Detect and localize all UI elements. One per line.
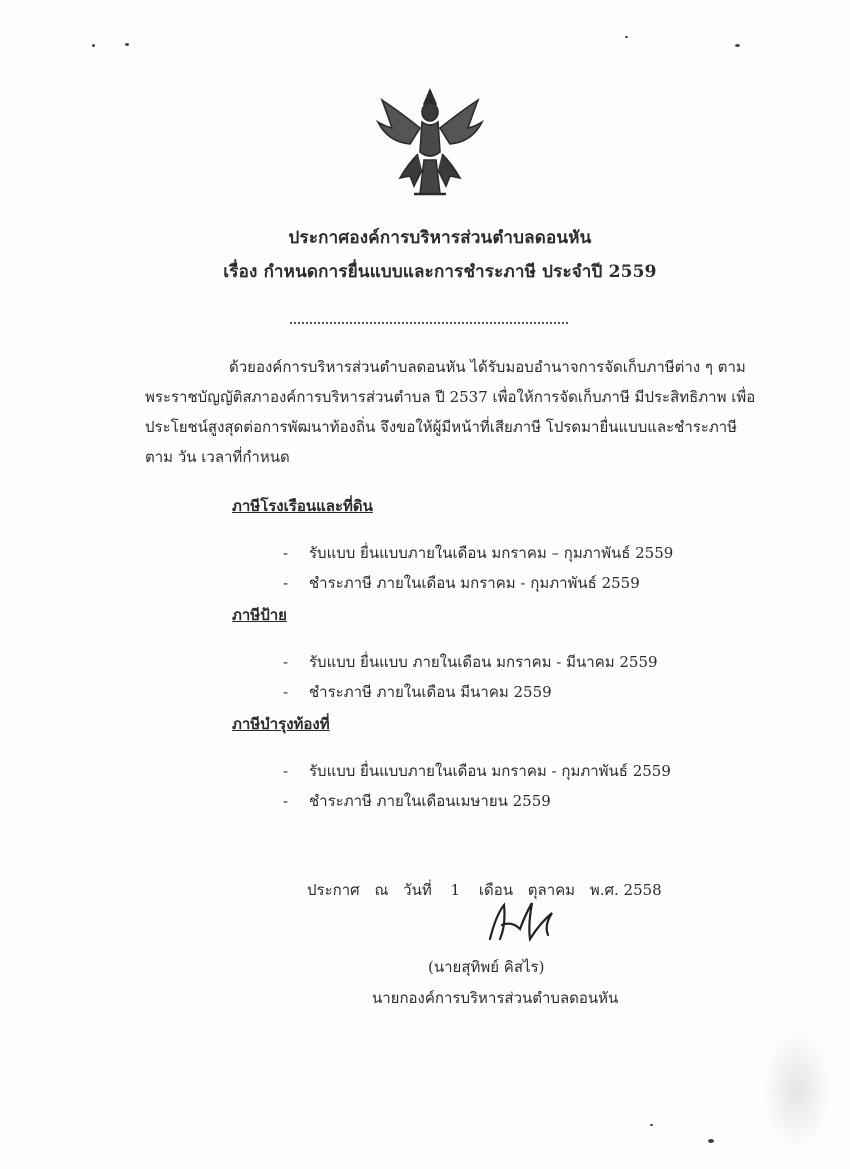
bullet-dash: - <box>283 544 289 562</box>
document-subject: เรื่อง กำหนดการยื่นแบบและการชำระภาษี ประจำปี 2559 <box>223 262 657 282</box>
paragraph-line: ด้วยองค์การบริหารส่วนตำบลดอนหัน ได้รับมอบอำนาจการจัดเก็บภาษีต่าง ๆ ตาม <box>229 358 746 376</box>
list-item: - รับแบบ ยื่นแบบภายในเดือน มกราคม - กุมภาพันธ์ 2559 <box>283 762 671 780</box>
signature-mark <box>482 895 562 945</box>
paragraph-line: ตาม วัน เวลาที่กำหนด <box>145 448 290 466</box>
document-title: ประกาศองค์การบริหารส่วนตำบลดอนหัน <box>288 228 592 248</box>
bullet-dash: - <box>283 792 289 810</box>
body-paragraph <box>145 352 756 472</box>
scan-speck <box>625 36 628 38</box>
scan-speck <box>650 1124 653 1126</box>
scan-speck <box>735 44 740 47</box>
bullet-dash: - <box>283 762 289 780</box>
list-item: - รับแบบ ยื่นแบบภายในเดือน มกราคม – กุมภาพันธ์ 2559 <box>283 544 674 562</box>
paragraph-line: ประโยชน์สูงสุดต่อการพัฒนาท้องถิ่น จึงขอให้ผู้มีหน้าที่เสียภาษี โปรดมายื่นแบบและชำระภาษี <box>145 418 738 436</box>
bullet-dash: - <box>283 653 289 671</box>
scan-speck <box>708 1139 714 1143</box>
bullet-dash: - <box>283 683 289 701</box>
list-item: - ชำระภาษี ภายในเดือนเมษายน 2559 <box>283 792 551 810</box>
scan-smudge <box>762 1030 832 1150</box>
list-item: - ชำระภาษี ภายในเดือน มีนาคม 2559 <box>283 683 552 701</box>
list-item: - รับแบบ ยื่นแบบ ภายในเดือน มกราคม - มีนาคม 2559 <box>283 653 658 671</box>
bullet-dash: - <box>283 574 289 592</box>
list-item: - ชำระภาษี ภายในเดือน มกราคม - กุมภาพันธ์ 2559 <box>283 574 640 592</box>
paragraph-line: พระราชบัญญัติสภาองค์การบริหารส่วนตำบล ปี 2537 เพื่อให้การจัดเก็บภาษี มีประสิทธิภาพ เพื่อ <box>145 388 756 406</box>
garuda-emblem-icon <box>370 82 490 202</box>
scan-speck <box>92 44 95 47</box>
announcement-date: ประกาศ ณ วันที่ 1 เดือน ตุลาคม พ.ศ. 2558 <box>307 881 662 899</box>
section-heading-local-maintenance-tax: ภาษีบำรุงท้องที่ <box>232 715 330 733</box>
section-heading-property-tax: ภาษีโรงเรือนและที่ดิน <box>232 497 373 515</box>
signer-title: นายกองค์การบริหารส่วนตำบลดอนหัน <box>372 989 619 1007</box>
separator-dotted-line <box>290 322 568 324</box>
signer-name: (นายสุทิพย์ คิสไร) <box>428 958 545 976</box>
section-heading-signboard-tax: ภาษีป้าย <box>232 606 287 624</box>
scan-speck <box>125 43 129 46</box>
